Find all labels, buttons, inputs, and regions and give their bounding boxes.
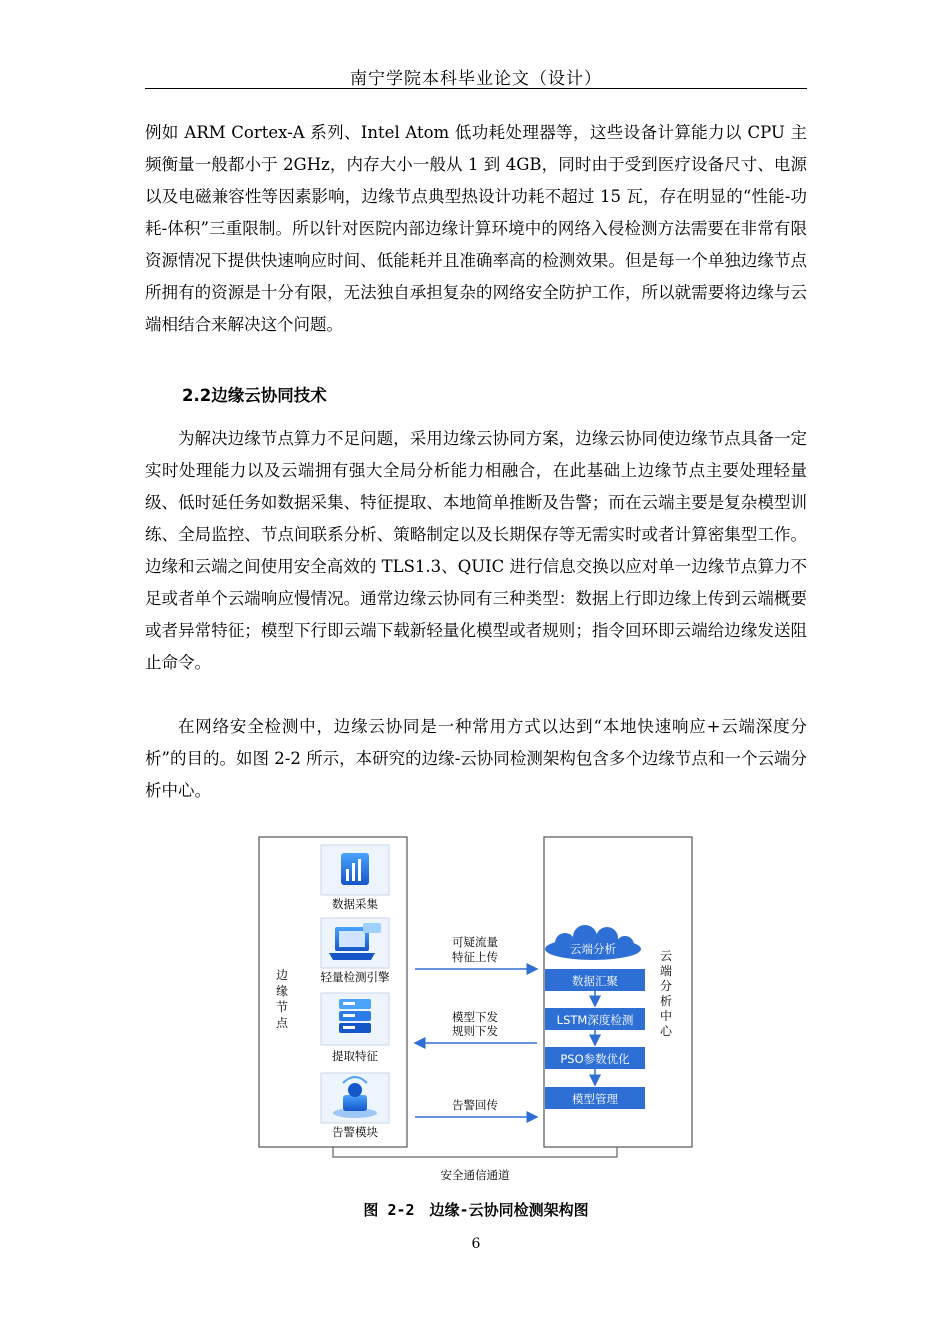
arrow-label-model-deploy: 模型下发: [452, 1010, 498, 1024]
arrow-label-suspicious-traffic: 可疑流量: [452, 935, 498, 949]
module-label-detection-engine: 轻量检测引擎: [320, 970, 390, 984]
module-label-alert: 告警模块: [332, 1125, 378, 1139]
server-stack-icon: [339, 999, 371, 1033]
paragraph-3: 在网络安全检测中，边缘云协同是一种常用方式以达到“本地快速响应+云端深度分析”的目的。如图 2-2 所示，本研究的边缘-云协同检测架构包含多个边缘节点和一个云端分析中心。: [145, 717, 807, 800]
svg-text:中: 中: [660, 1009, 673, 1023]
edge-label-1: 边: [276, 968, 289, 982]
module-label-data-collection: 数据采集: [332, 897, 378, 911]
page-number: 6: [471, 1236, 481, 1252]
svg-text:云: 云: [660, 949, 673, 963]
header-rule: [145, 88, 807, 89]
cloud-step-model-management: 模型管理: [572, 1092, 618, 1106]
svg-text:析: 析: [660, 994, 673, 1008]
edge-label-3: 节: [276, 1000, 289, 1014]
cloud-step-lstm: LSTM深度检测: [556, 1013, 634, 1027]
svg-text:端: 端: [660, 964, 673, 978]
figure-caption: 图 2-2 边缘-云协同检测架构图: [363, 1201, 589, 1219]
secure-channel-label: 安全通信通道: [440, 1168, 510, 1182]
data-collection-icon: [341, 853, 369, 885]
svg-text:心: 心: [660, 1024, 673, 1038]
cloud-step-pso: PSO参数优化: [560, 1052, 630, 1066]
arrow-label-rule-deploy: 规则下发: [452, 1024, 498, 1038]
architecture-figure: [255, 833, 695, 1185]
paragraph-2: 为解决边缘节点算力不足问题，采用边缘云协同方案，边缘云协同使边缘节点具备一定实时处理能力以及云端拥有强大全局分析能力相融合，在此基础上边缘节点主要处理轻量级、低时延任务如数据采集、特征提取、本地简单推断及告警；而在云端主要是复杂模型训练、全局监控、节点间联系分析、策略制定以及长期保存等无需实时或者计算密集型工作。边缘和云端之间使用安全高效的 TLS1.3、QUIC 进行信息交换以应对单一边缘节点算力不足或者单个云端响应慢情况。通常边缘云协同有三种类型：数据上行即边缘上传到云端概要或者异常特征；模型下行即云端下载新轻量化模型或者规则；指令回环即云端给边缘发送阻止命令。: [145, 429, 807, 672]
secure-channel-bracket: [333, 1147, 617, 1157]
section-heading: 2.2边缘云协同技术: [182, 386, 327, 405]
edge-label-2: 缘: [276, 984, 289, 998]
architecture-diagram: [255, 833, 695, 1185]
cloud-step-cloud-analysis: 云端分析: [570, 942, 616, 956]
edge-label-4: 点: [276, 1016, 289, 1030]
svg-text:分: 分: [660, 979, 673, 993]
page-header: 南宁学院本科毕业论文（设计）: [350, 69, 602, 89]
paragraph-1: 例如 ARM Cortex-A 系列、Intel Atom 低功耗处理器等，这些设备计算能力以 CPU 主频衡量一般都小于 2GHz，内存大小一般从 1 到 4GB，同时由于受到医疗设备尺寸、电源以及电磁兼容性等因素影响，边缘节点典型热设计功耗不超过 15 瓦，存在明显的“性能-功耗-体积”三重限制。所以针对医院内部边缘计算环境中的网络入侵检测方法需要在非常有限资源情况下提供快速响应时间、低能耗并且准确率高的检测效果。但是每一个单独边缘节点所拥有的资源是十分有限，无法独自承担复杂的网络安全防护工作，所以就需要将边缘与云端相结合来解决这个问题。: [145, 123, 807, 334]
arrow-label-alert-return: 告警回传: [452, 1098, 498, 1112]
cloud-step-data-aggregation: 数据汇聚: [572, 974, 618, 988]
arrow-label-feature-upload: 特征上传: [452, 950, 498, 964]
module-label-feature-extraction: 提取特征: [332, 1049, 378, 1063]
cloud-center-label: [660, 949, 673, 1038]
